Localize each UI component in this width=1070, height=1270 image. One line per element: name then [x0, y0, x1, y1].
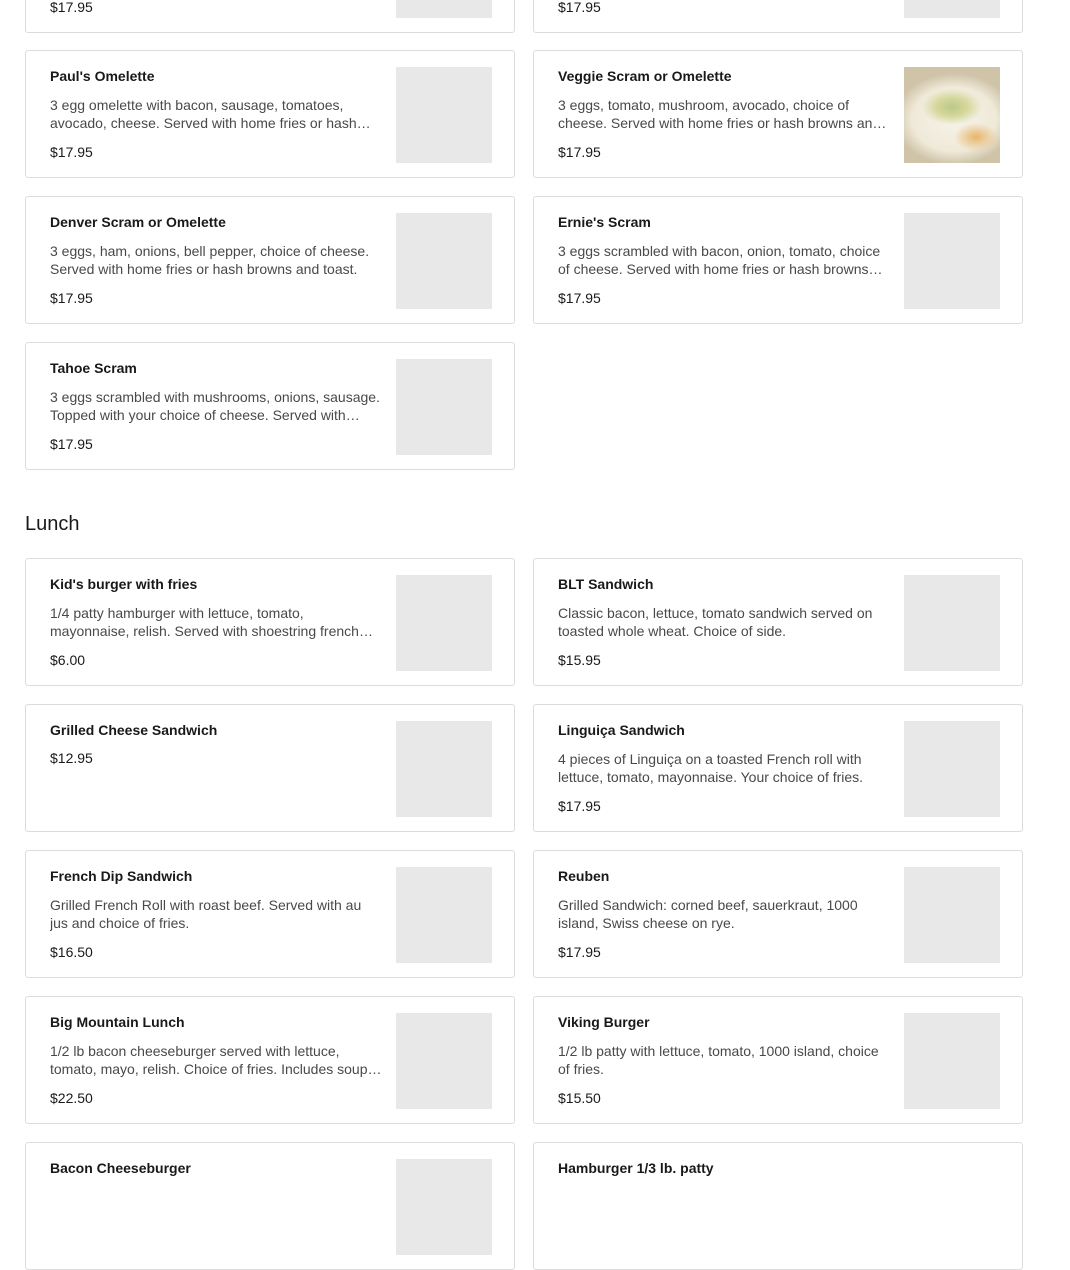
item-price: $17.95	[50, 144, 93, 160]
item-image-placeholder	[904, 867, 1000, 963]
item-image-placeholder	[904, 0, 1000, 18]
item-name: Denver Scram or Omelette	[50, 214, 226, 230]
item-price: $17.95	[50, 0, 93, 15]
item-image-placeholder	[396, 359, 492, 455]
menu-item-card[interactable]	[25, 196, 515, 324]
item-name: Grilled Cheese Sandwich	[50, 722, 218, 738]
item-image-placeholder	[904, 1013, 1000, 1109]
item-price: $17.95	[558, 798, 601, 814]
item-price: $6.00	[50, 652, 86, 668]
item-image-placeholder	[904, 575, 1000, 671]
item-image-placeholder	[904, 213, 1000, 309]
item-name: Ernie's Scram	[558, 214, 651, 230]
item-name: French Dip Sandwich	[50, 868, 193, 884]
item-name: Hamburger 1/3 lb. patty	[558, 1160, 714, 1176]
item-image-placeholder	[396, 867, 492, 963]
item-description: 3 eggs scrambled with mushrooms, onions, sausage. Topped with your choice of cheese. Served with	[50, 389, 380, 423]
item-price: $15.95	[558, 652, 601, 668]
item-name: BLT Sandwich	[558, 576, 654, 592]
menu-item-card[interactable]	[25, 850, 515, 978]
item-description: 4 pieces of Linguiça on a toasted French roll with lettuce, tomato, mayonnaise. Your choice of fries.	[558, 751, 864, 785]
item-price: $17.95	[558, 144, 601, 160]
item-description: 3 eggs scrambled with bacon, onion, tomato, choice of cheese. Served with home fries or hash browns	[558, 243, 881, 277]
item-image-placeholder	[904, 721, 1000, 817]
item-image-placeholder	[396, 213, 492, 309]
menu-item-card[interactable]	[533, 0, 1023, 33]
item-price: $15.50	[558, 1090, 601, 1106]
menu-item-card[interactable]	[25, 1142, 515, 1270]
item-name: Tahoe Scram	[50, 360, 137, 376]
item-description: 1/4 patty hamburger with lettuce, tomato, mayonnaise, relish. Served with shoestring french	[50, 605, 359, 639]
menu-item-card[interactable]	[25, 558, 515, 686]
item-name: Linguiça Sandwich	[558, 722, 685, 738]
item-description: 3 eggs, tomato, mushroom, avocado, choice of cheese. Served with home fries or hash browns and	[558, 97, 881, 131]
item-image-placeholder	[396, 1159, 492, 1255]
item-name: Veggie Scram or Omelette	[558, 68, 732, 84]
menu-item-card[interactable]	[25, 0, 515, 33]
item-image-placeholder	[396, 0, 492, 18]
item-photo	[904, 67, 1000, 163]
item-image-placeholder	[396, 1013, 492, 1109]
menu-item-card[interactable]	[25, 342, 515, 470]
item-name: Kid's burger with fries	[50, 576, 198, 592]
item-name: Bacon Cheeseburger	[50, 1160, 191, 1176]
item-price: $17.95	[50, 290, 93, 306]
item-description: 1/2 lb patty with lettuce, tomato, 1000 island, choice of fries.	[558, 1043, 879, 1077]
item-description: Grilled Sandwich: corned beef, sauerkraut, 1000 island, Swiss cheese on rye.	[558, 897, 858, 931]
menu-item-card[interactable]	[25, 996, 515, 1124]
menu-item-card[interactable]	[25, 50, 515, 178]
item-image-placeholder	[396, 721, 492, 817]
item-price: $17.95	[50, 436, 93, 452]
item-price: $22.50	[50, 1090, 93, 1106]
menu-item-card[interactable]	[533, 704, 1023, 832]
menu-item-card[interactable]	[533, 196, 1023, 324]
item-price: $16.50	[50, 944, 93, 960]
menu-item-card[interactable]	[533, 850, 1023, 978]
item-price: $17.95	[558, 290, 601, 306]
item-description: 1/2 lb bacon cheeseburger served with lettuce, tomato, mayo, relish. Choice of fries. Includes soup	[50, 1043, 368, 1077]
section-title-lunch: Lunch	[25, 513, 80, 535]
item-name: Paul's Omelette	[50, 68, 155, 84]
item-image-placeholder	[396, 67, 492, 163]
item-price: $12.95	[50, 750, 93, 766]
item-name: Reuben	[558, 868, 610, 884]
item-image-placeholder	[396, 575, 492, 671]
menu-item-card[interactable]	[533, 1142, 1023, 1270]
item-price: $17.95	[558, 944, 601, 960]
menu-item-card[interactable]	[533, 50, 1023, 178]
item-description: Classic bacon, lettuce, tomato sandwich served on toasted whole wheat. Choice of side.	[558, 605, 873, 639]
item-name: Big Mountain Lunch	[50, 1014, 185, 1030]
item-description: Grilled French Roll with roast beef. Served with au jus and choice of fries.	[50, 897, 362, 931]
item-description: 3 egg omelette with bacon, sausage, tomatoes, avocado, cheese. Served with home fries or hash	[50, 97, 357, 131]
menu-item-card[interactable]	[25, 704, 515, 832]
item-description: 3 eggs, ham, onions, bell pepper, choice of cheese. Served with home fries or hash browns and toast.	[50, 243, 370, 277]
menu-item-card[interactable]	[533, 996, 1023, 1124]
item-name: Viking Burger	[558, 1014, 650, 1030]
menu-item-card[interactable]	[533, 558, 1023, 686]
item-price: $17.95	[558, 0, 601, 15]
